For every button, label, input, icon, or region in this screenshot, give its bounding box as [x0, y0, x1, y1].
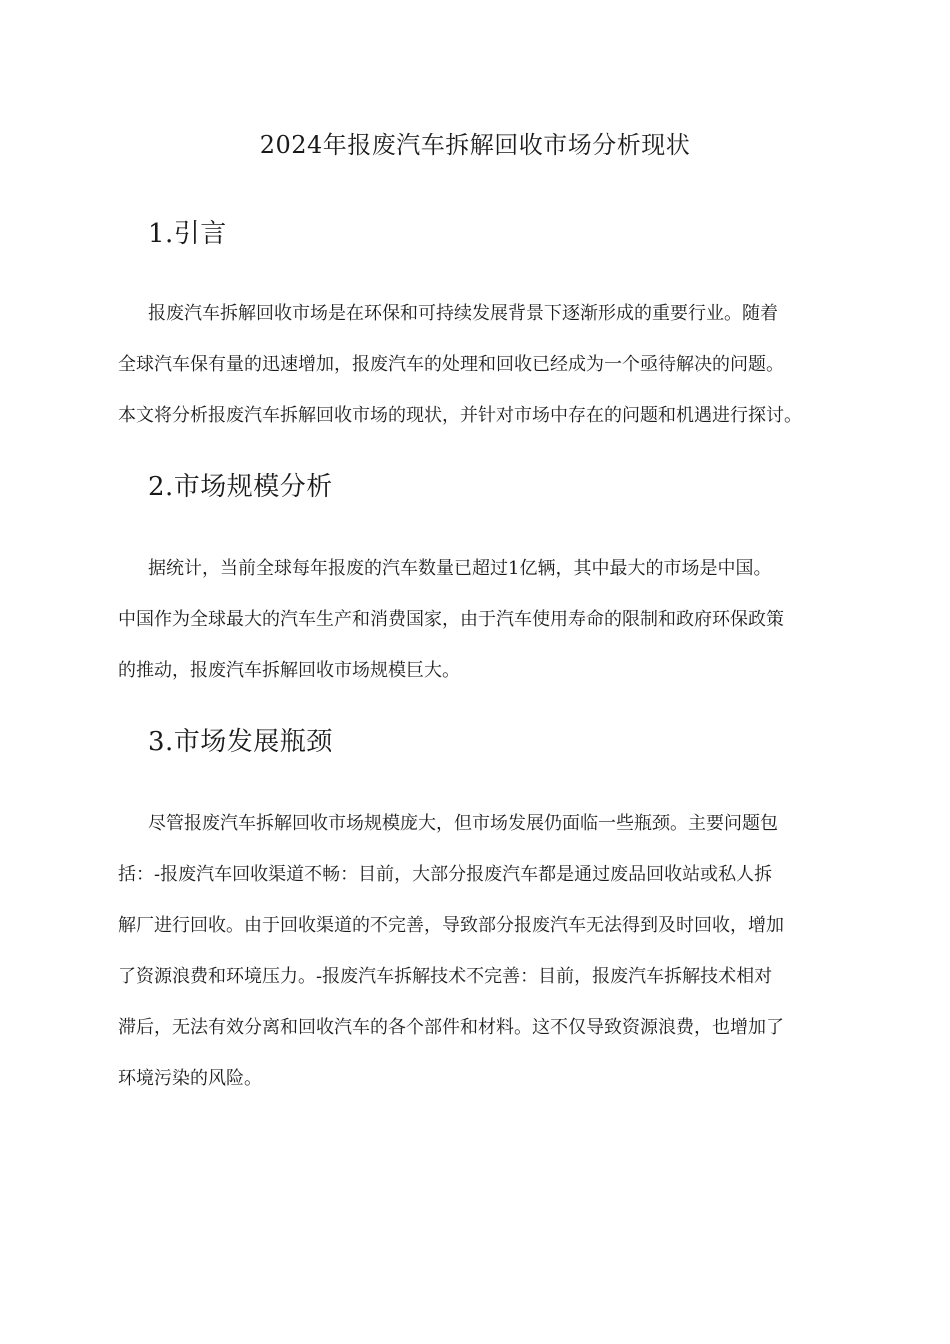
section-heading-introduction: 1.引言: [148, 219, 227, 249]
paragraph-line: 报废汽车拆解回收市场是在环保和可持续发展背景下逐渐形成的重要行业。随着: [148, 303, 778, 324]
section-paragraph-introduction: [118, 288, 838, 441]
section-heading-market-size: 2.市场规模分析: [148, 472, 333, 502]
paragraph-line: 尽管报废汽车拆解回收市场规模庞大，但市场发展仍面临一些瓶颈。主要问题包: [148, 813, 778, 834]
section-paragraph-market-size: [118, 543, 838, 696]
paragraph-line: 的推动，报废汽车拆解回收市场规模巨大。: [118, 660, 460, 681]
paragraph-line: 本文将分析报废汽车拆解回收市场的现状，并针对市场中存在的问题和机遇进行探讨。: [118, 405, 802, 426]
paragraph-line: 了资源浪费和环境压力。-报废汽车拆解技术不完善：目前，报废汽车拆解技术相对: [118, 966, 773, 987]
section-paragraph-bottlenecks: [118, 798, 838, 1104]
paragraph-line: 据统计，当前全球每年报废的汽车数量已超过1亿辆，其中最大的市场是中国。: [148, 558, 772, 579]
paragraph-line: 括：-报废汽车回收渠道不畅：目前，大部分报废汽车都是通过废品回收站或私人拆: [118, 864, 773, 885]
document-title: 2024年报废汽车拆解回收市场分析现状: [259, 131, 691, 159]
paragraph-line: 环境污染的风险。: [118, 1068, 262, 1089]
paragraph-line: 全球汽车保有量的迅速增加，报废汽车的处理和回收已经成为一个亟待解决的问题。: [118, 354, 784, 375]
section-heading-bottlenecks: 3.市场发展瓶颈: [148, 727, 333, 757]
paragraph-line: 滞后，无法有效分离和回收汽车的各个部件和材料。这不仅导致资源浪费，也增加了: [118, 1017, 784, 1038]
paragraph-line: 中国作为全球最大的汽车生产和消费国家，由于汽车使用寿命的限制和政府环保政策: [118, 609, 784, 630]
paragraph-line: 解厂进行回收。由于回收渠道的不完善，导致部分报废汽车无法得到及时回收，增加: [118, 915, 784, 936]
